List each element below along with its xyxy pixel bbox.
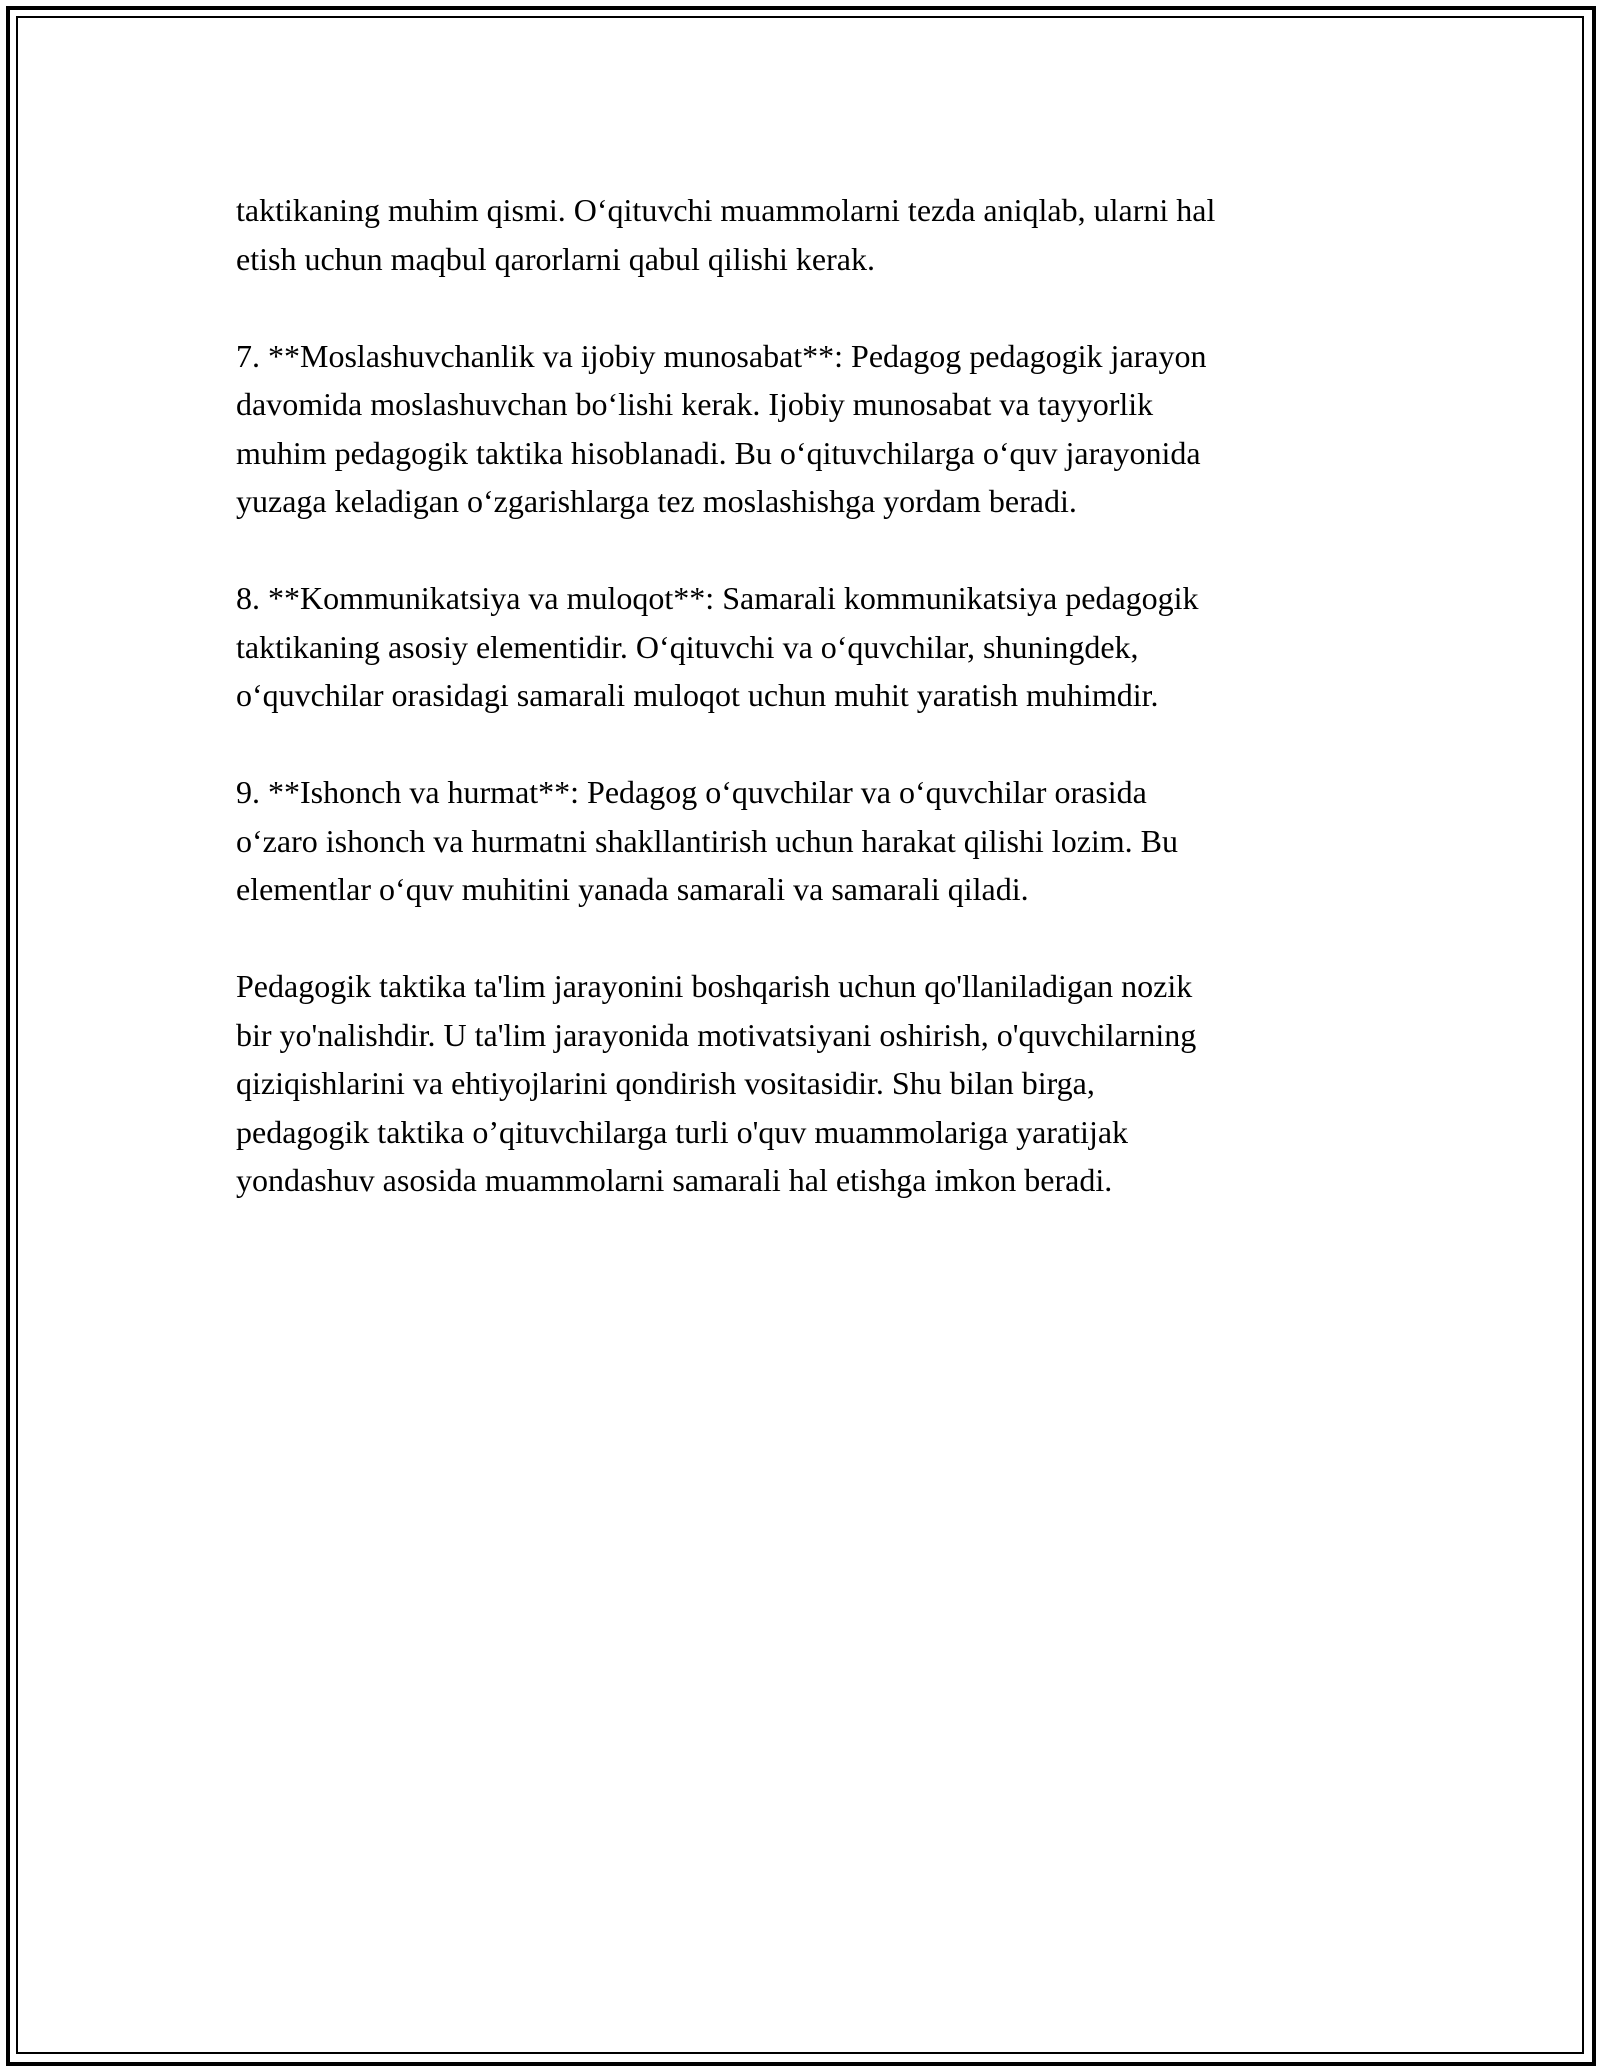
text-line: taktikaning asosiy elementidir. O‘qituvchi va o‘quvchilar, shuningdek, xyxy=(236,628,1139,665)
text-line: yuzaga keladigan o‘zgarishlarga tez moslashishga yordam beradi. xyxy=(236,483,1077,519)
text-line: 8. **Kommunikatsiya va muloqot**: Samarali kommunikatsiya pedagogik xyxy=(236,580,1199,616)
document-body xyxy=(236,186,1376,1253)
text-line: o‘quvchilar orasidagi samarali muloqot uchun muhit yaratish muhimdir. xyxy=(236,677,1159,713)
text-line: 9. **Ishonch va hurmat**: Pedagog o‘quvchilar va o‘quvchilar orasida xyxy=(236,774,1147,810)
paragraph-continuation xyxy=(236,186,1376,283)
text-line: o‘zaro ishonch va hurmatni shakllantirish uchun harakat qilishi lozim. Bu xyxy=(236,822,1179,859)
text-line: yondashuv asosida muammolarni samarali hal etishga imkon beradi. xyxy=(236,1162,1113,1198)
text-line: muhim pedagogik taktika hisoblanadi. Bu o‘qituvchilarga o‘quv jarayonida xyxy=(236,434,1201,471)
text-line: bir yo'nalishdir. U ta'lim jarayonida motivatsiyani oshirish, o'quvchilarning xyxy=(236,1016,1197,1053)
text-line: pedagogik taktika o’qituvchilarga turli o'quv muammolariga yaratijak xyxy=(236,1113,1129,1150)
paragraph-conclusion xyxy=(236,962,1376,1205)
text-line: Pedagogik taktika ta'lim jarayonini boshqarish uchun qo'llaniladigan nozik xyxy=(236,968,1193,1004)
text-line: davomida moslashuvchan bo‘lishi kerak. Ijobiy munosabat va tayyorlik xyxy=(236,386,1154,422)
text-line: taktikaning muhim qismi. O‘qituvchi muammolarni tezda aniqlab, ularni hal xyxy=(236,192,1216,228)
text-line: qiziqishlarini va ehtiyojlarini qondirish vositasidir. Shu bilan birga, xyxy=(236,1065,1095,1101)
text-line: 7. **Moslashuvchanlik va ijobiy munosabat**: Pedagog pedagogik jarayon xyxy=(236,337,1207,374)
paragraph-item-7 xyxy=(236,332,1376,526)
paragraph-item-9 xyxy=(236,768,1376,914)
text-line: etish uchun maqbul qarorlarni qabul qilishi kerak. xyxy=(236,240,875,277)
text-line: elementlar o‘quv muhitini yanada samarali va samarali qiladi. xyxy=(236,871,1029,907)
paragraph-item-8 xyxy=(236,574,1376,720)
